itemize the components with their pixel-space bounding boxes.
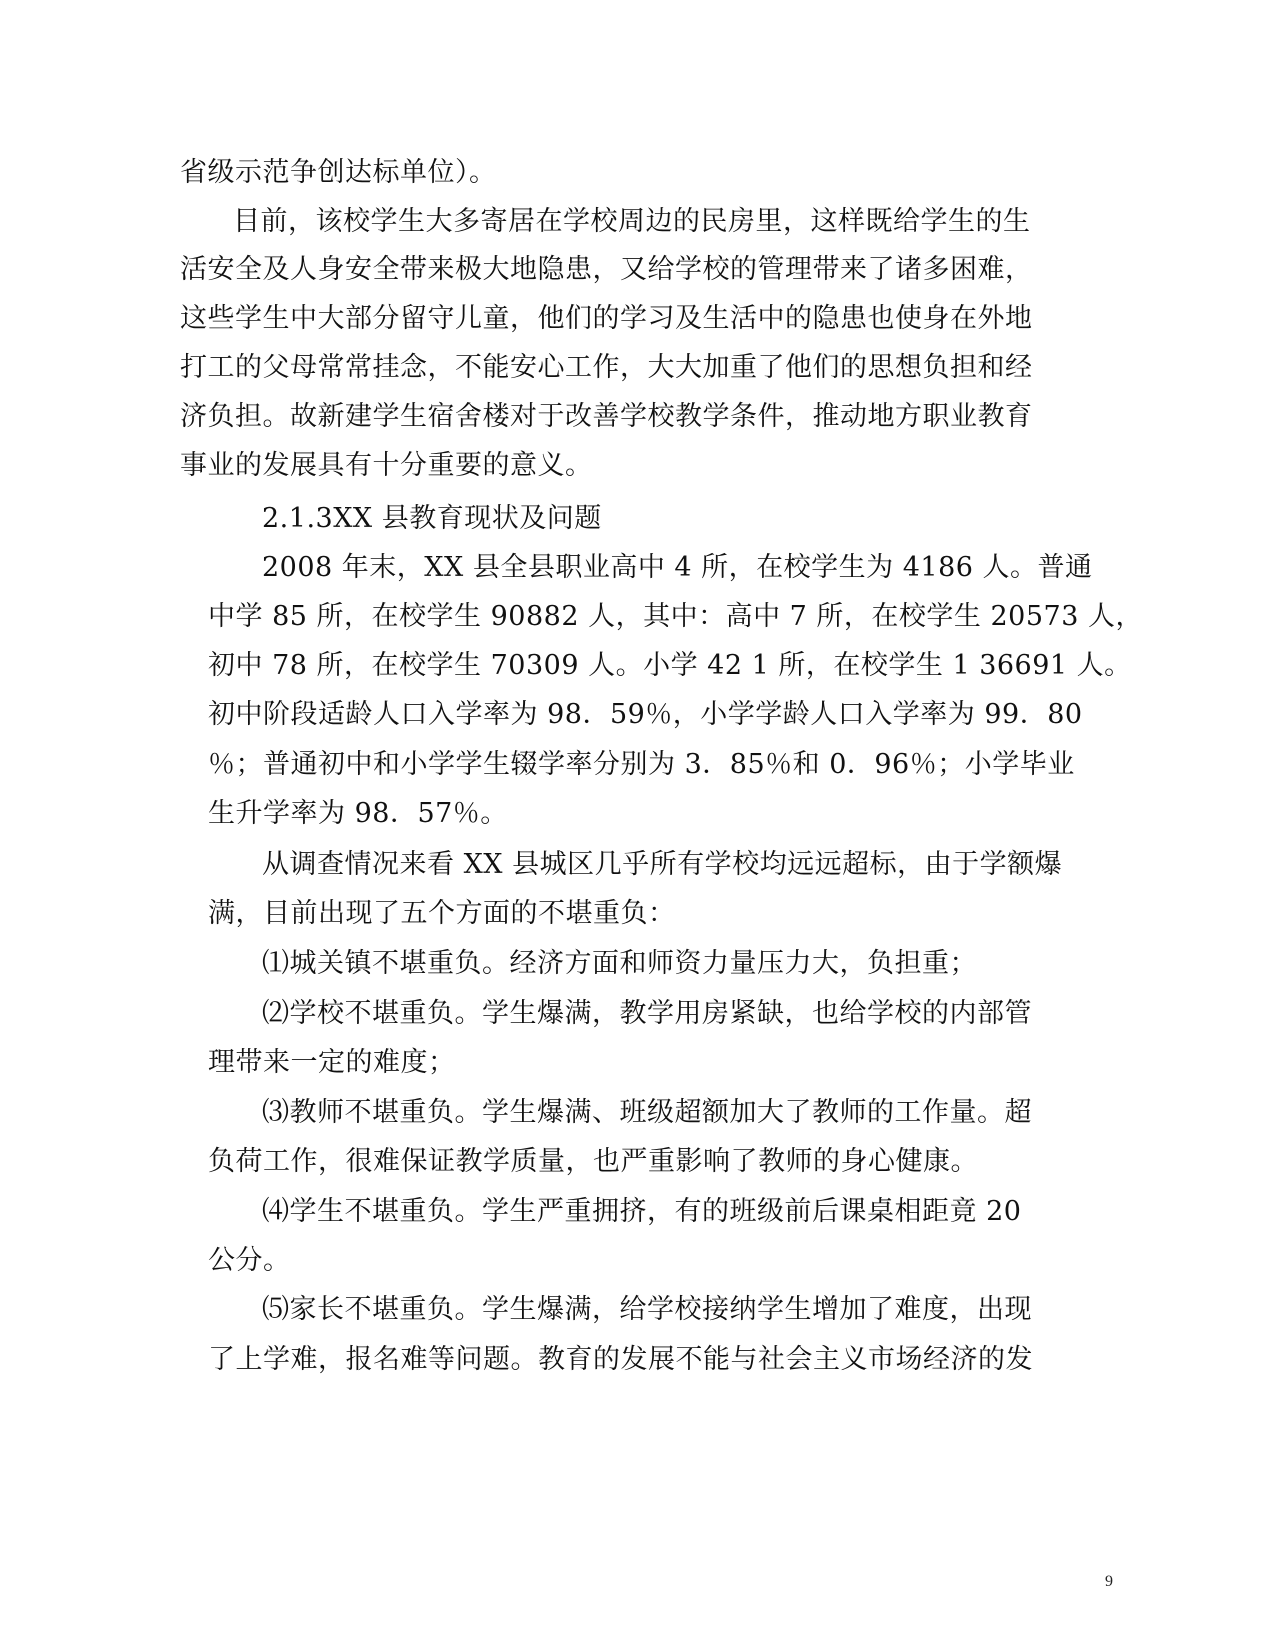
text-line: 中学 85 所，在校学生 90882 人，其中：高中 7 所，在校学生 20573 人， bbox=[208, 601, 1143, 632]
section-heading: 2.1.3XX 县教育现状及问题 bbox=[262, 503, 602, 534]
text-line: 了上学难，报名难等问题。教育的发展不能与社会主义市场经济的发 bbox=[208, 1344, 1033, 1375]
text-line: ％；普通初中和小学学生辍学率分别为 3．85％和 0．96％；小学毕业 bbox=[208, 749, 1075, 780]
list-item: ⑵学校不堪重负。学生爆满，教学用房紧缺，也给学校的内部管 bbox=[262, 998, 1032, 1029]
text-line: 初中阶段适龄人口入学率为 98．59％，小学学龄人口入学率为 99．80 bbox=[208, 699, 1083, 730]
text-line: 事业的发展具有十分重要的意义。 bbox=[180, 450, 593, 481]
list-item: ⑷学生不堪重负。学生严重拥挤，有的班级前后课桌相距竟 20 bbox=[262, 1196, 1022, 1227]
page-number: 9 bbox=[1105, 1573, 1113, 1590]
text-line: 这些学生中大部分留守儿童，他们的学习及生活中的隐患也使身在外地 bbox=[180, 303, 1033, 334]
text-line: 省级示范争创达标单位）。 bbox=[180, 157, 497, 188]
text-line: 目前，该校学生大多寄居在学校周边的民房里，这样既给学生的生 bbox=[233, 206, 1031, 237]
text-line: 理带来一定的难度； bbox=[208, 1047, 456, 1078]
text-line: 生升学率为 98．57％。 bbox=[208, 798, 508, 829]
text-line: 打工的父母常常挂念，不能安心工作，大大加重了他们的思想负担和经 bbox=[180, 352, 1033, 383]
list-item: ⑴城关镇不堪重负。经济方面和师资力量压力大，负担重； bbox=[262, 948, 977, 979]
text-line: 2008 年末，XX 县全县职业高中 4 所，在校学生为 4186 人。普通 bbox=[262, 552, 1093, 583]
text-line: 满，目前出现了五个方面的不堪重负： bbox=[208, 898, 676, 929]
text-line: 济负担。故新建学生宿舍楼对于改善学校教学条件，推动地方职业教育 bbox=[180, 401, 1033, 432]
list-item: ⑶教师不堪重负。学生爆满、班级超额加大了教师的工作量。超 bbox=[262, 1097, 1032, 1128]
text-line: 从调查情况来看 XX 县城区几乎所有学校均远远超标，由于学额爆 bbox=[262, 849, 1063, 880]
text-line: 负荷工作，很难保证教学质量，也严重影响了教师的身心健康。 bbox=[208, 1146, 978, 1177]
text-line: 公分。 bbox=[208, 1245, 291, 1276]
text-line: 初中 78 所，在校学生 70309 人。小学 42 1 所，在校学生 1 36691 人。 bbox=[208, 650, 1132, 681]
list-item: ⑸家长不堪重负。学生爆满，给学校接纳学生增加了难度，出现 bbox=[262, 1294, 1032, 1325]
text-line: 活安全及人身安全带来极大地隐患，又给学校的管理带来了诸多困难， bbox=[180, 254, 1033, 285]
